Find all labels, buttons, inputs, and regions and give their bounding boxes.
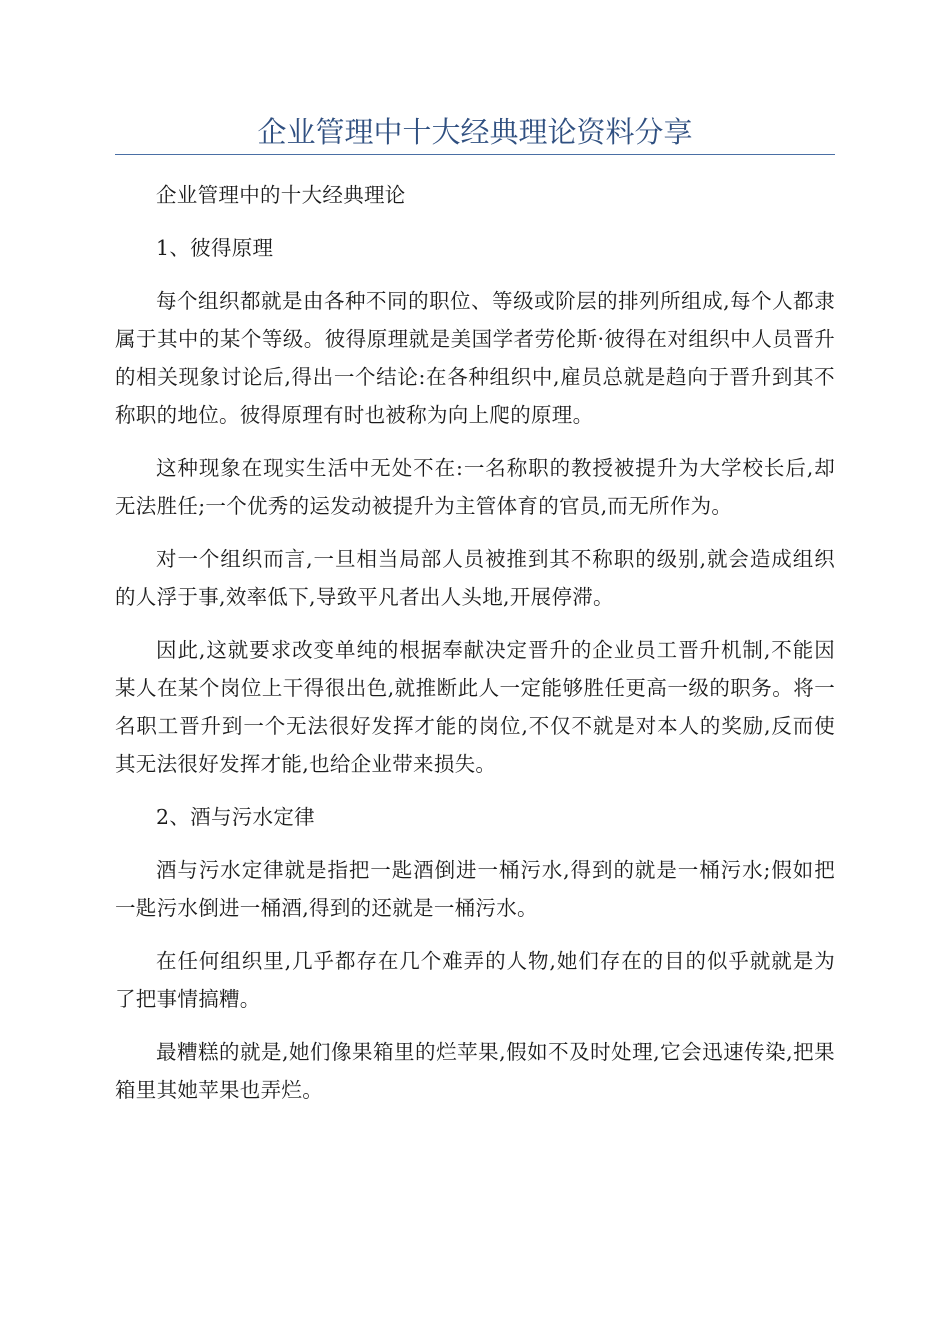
body-paragraph: 这种现象在现实生活中无处不在:一名称职的教授被提升为大学校长后,却无法胜任;一个优秀的运发动被提升为主管体育的官员,而无所作为。 <box>115 456 835 518</box>
subsection-heading: 1、彼得原理 <box>156 236 274 260</box>
body-paragraph: 对一个组织而言,一旦相当局部人员被推到其不称职的级别,就会造成组织的人浮于事,效率低下,导致平凡者出人头地,开展停滞。 <box>115 547 835 609</box>
document-title: 企业管理中十大经典理论资料分享 <box>257 115 693 149</box>
body-paragraph: 在任何组织里,几乎都存在几个难弄的人物,她们存在的目的似乎就就是为了把事情搞糟。 <box>115 949 835 1011</box>
document-body <box>115 176 835 1124</box>
body-paragraph: 酒与污水定律就是指把一匙酒倒进一桶污水,得到的就是一桶污水;假如把一匙污水倒进一桶酒,得到的还就是一桶污水。 <box>115 858 835 920</box>
body-paragraph: 每个组织都就是由各种不同的职位、等级或阶层的排列所组成,每个人都隶属于其中的某个等级。彼得原理就是美国学者劳伦斯·彼得在对组织中人员晋升的相关现象讨论后,得出一个结论:在各种组织中,雇员总就是趋向于晋升到其不称职的地位。彼得原理有时也被称为向上爬的原理。 <box>115 289 835 427</box>
title-underline <box>115 154 835 155</box>
section-heading: 企业管理中的十大经典理论 <box>156 183 406 207</box>
subsection-heading: 2、酒与污水定律 <box>156 805 315 829</box>
body-paragraph: 最糟糕的就是,她们像果箱里的烂苹果,假如不及时处理,它会迅速传染,把果箱里其她苹果也弄烂。 <box>115 1040 835 1102</box>
body-paragraph: 因此,这就要求改变单纯的根据奉献决定晋升的企业员工晋升机制,不能因某人在某个岗位上干得很出色,就推断此人一定能够胜任更高一级的职务。将一名职工晋升到一个无法很好发挥才能的岗位,不仅不就是对本人的奖励,反而使其无法很好发挥才能,也给企业带来损失。 <box>115 638 835 776</box>
